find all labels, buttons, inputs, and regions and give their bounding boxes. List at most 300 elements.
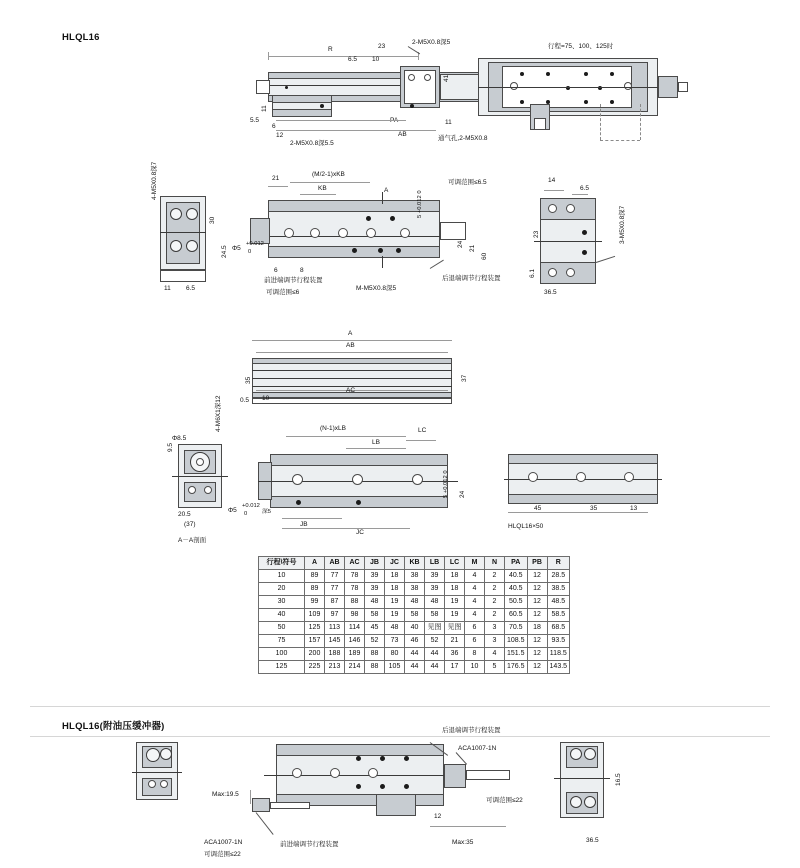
- table-row: [259, 622, 570, 635]
- cell: 157: [305, 635, 325, 648]
- lbl-R: R: [328, 46, 333, 53]
- cell: 88: [345, 596, 365, 609]
- bf-rv-hole-4: [584, 796, 596, 808]
- cell: 73: [385, 635, 405, 648]
- bm-hole-1: [292, 474, 303, 485]
- top-dot-1: [320, 104, 324, 108]
- table-row: [259, 609, 570, 622]
- cell: 30: [259, 596, 305, 609]
- cell: 93.5: [547, 635, 570, 648]
- top-left-cap: [256, 80, 270, 94]
- spec-table: [258, 556, 570, 674]
- cell: 38.5: [547, 583, 570, 596]
- lbl-30: 30: [209, 216, 216, 224]
- lbl-depth-bm: 深5: [262, 509, 272, 515]
- top-hole-2: [424, 74, 431, 81]
- mm-dot-2: [390, 216, 395, 221]
- cell: 2: [485, 570, 505, 583]
- bm-hole-3: [412, 474, 423, 485]
- cell: 200: [305, 648, 325, 661]
- lbl-JC: JC: [356, 529, 364, 536]
- bf-hole-3: [368, 768, 378, 778]
- lbl-20.5: 20.5: [178, 511, 191, 518]
- bf-rv-hole-1: [570, 748, 582, 760]
- th-6: KB: [405, 557, 425, 570]
- lbl-11a: 11: [261, 105, 268, 112]
- lbl-5-tol: 5 +0.012 0: [417, 190, 423, 218]
- bf-dot-3: [404, 756, 409, 761]
- lbl-A-section: A: [384, 187, 389, 194]
- dim-KB-line: [300, 194, 336, 195]
- cell: 98: [345, 609, 365, 622]
- bf-abs-left-rod: [270, 802, 310, 809]
- top-dot-2: [410, 104, 414, 108]
- cell: 46: [405, 635, 425, 648]
- bf-rv-centerline: [554, 778, 610, 779]
- cell: 80: [385, 648, 405, 661]
- bl-big-hole-inner: [196, 458, 204, 466]
- lbl-max19.5: Max:19.5: [212, 791, 239, 798]
- lbl-6-mm: 6: [274, 267, 278, 274]
- lbl-screw-M: M-M5X0.8深5: [356, 285, 397, 292]
- lbl-phi5-bm: Φ5: [228, 507, 237, 514]
- tr-lug-hole: [534, 118, 546, 130]
- mr-dot-2: [582, 250, 587, 255]
- cell: 36: [445, 648, 465, 661]
- cell: 12: [527, 609, 547, 622]
- cell: 40.5: [505, 583, 528, 596]
- cell: 146: [345, 635, 365, 648]
- ml-centerline: [160, 232, 206, 233]
- cell: 38: [405, 583, 425, 596]
- mm-dot-1: [366, 216, 371, 221]
- th-11: PA: [505, 557, 528, 570]
- cell: 12: [527, 635, 547, 648]
- cell: 12: [527, 583, 547, 596]
- br-body-top: [508, 454, 658, 464]
- tr-dash-1: [600, 104, 601, 140]
- mm-hole-5: [400, 228, 410, 238]
- lbl-M2-KB: (M/2-1)xKB: [312, 171, 345, 178]
- top-dot-3: [285, 86, 288, 89]
- cell: 188: [325, 648, 345, 661]
- th-1: A: [305, 557, 325, 570]
- table-row: [259, 596, 570, 609]
- cell: 6: [465, 622, 485, 635]
- bm-dot-1: [296, 500, 301, 505]
- cell: 4: [465, 570, 485, 583]
- cell: 145: [325, 635, 345, 648]
- lbl-6: 6: [272, 123, 276, 130]
- cell: 78: [345, 570, 365, 583]
- bf-dot-5: [380, 784, 385, 789]
- cell: 68.5: [547, 622, 570, 635]
- lead-aca-right: [456, 752, 467, 765]
- cell: 213: [325, 661, 345, 674]
- lbl-12-bf: 12: [434, 813, 442, 820]
- cell: 48: [425, 596, 445, 609]
- lbl-AB-top: AB: [398, 131, 407, 138]
- mm-body-top: [268, 200, 440, 212]
- tr-dot: [610, 100, 614, 104]
- lbl-fwd-adj: 前进端调节行程装置: [264, 277, 323, 284]
- th-9: M: [465, 557, 485, 570]
- bf-dot-1: [356, 756, 361, 761]
- lbl-5-tol-bm: 5 +0.012 0: [443, 470, 449, 498]
- cell: 75: [259, 635, 305, 648]
- cell: 87: [325, 596, 345, 609]
- tr-dot: [610, 72, 614, 76]
- cell: 28.5: [547, 570, 570, 583]
- cell: 40: [259, 609, 305, 622]
- mm-hole-1: [284, 228, 294, 238]
- cell: 2: [485, 583, 505, 596]
- cell: 44: [425, 648, 445, 661]
- section-title-buffer: HLQL16(附油压缓冲器): [62, 721, 165, 732]
- bf-rv-hole-3: [570, 796, 582, 808]
- lbl-aca-left: ACA1007-1N: [204, 839, 243, 846]
- ml-foot: [160, 270, 206, 282]
- lbl-adj-right: 可调范围≤22: [486, 797, 523, 804]
- br-hole-1: [528, 472, 538, 482]
- lbl-caption-br: HLQL16×50: [508, 523, 544, 530]
- lbl-phi5-bm-tol0: 0: [244, 511, 248, 517]
- dim-LC-line: [406, 440, 436, 441]
- cell: 45: [365, 622, 385, 635]
- lbl-adj-left: 可调范围≤22: [204, 851, 241, 858]
- bf-left-bottom: [142, 778, 172, 796]
- lbl-11b: 11: [445, 119, 452, 126]
- bf-left-hole-4: [160, 780, 168, 788]
- dim-A-line: [252, 340, 452, 341]
- lbl-8-mm: 8: [300, 267, 304, 274]
- lbl-21: 21: [272, 175, 280, 182]
- cell: 4: [485, 648, 505, 661]
- lbl-60: 60: [481, 252, 488, 260]
- mm-dot-5: [352, 248, 357, 253]
- br-body-bottom: [508, 494, 658, 504]
- cell: 58: [425, 609, 445, 622]
- tr-hole: [624, 82, 632, 90]
- fv-stripe-2: [252, 370, 452, 371]
- lbl-21b: 21: [469, 244, 476, 252]
- dim-M2KB-line: [290, 182, 370, 183]
- bl-hole-3: [204, 486, 212, 494]
- cell: 18: [527, 622, 547, 635]
- mm-right-stub: [440, 222, 466, 240]
- lbl-0.5: 0.5: [240, 397, 250, 404]
- mr-hole-3: [548, 268, 557, 277]
- cell: 12: [527, 596, 547, 609]
- lbl-N1LB: (N-1)xLB: [320, 425, 347, 432]
- table-row: [259, 635, 570, 648]
- cell: 12: [527, 648, 547, 661]
- cell: 3: [485, 622, 505, 635]
- cell: 21: [445, 635, 465, 648]
- lbl-12: 12: [276, 132, 284, 139]
- bf-hole-1: [292, 768, 302, 778]
- cell: 78: [345, 583, 365, 596]
- cell: 39: [425, 570, 445, 583]
- cell: 18: [445, 570, 465, 583]
- bf-abs-left-tick: [250, 790, 251, 804]
- lbl-PA: [390, 118, 398, 125]
- lbl-max35: Max:35: [452, 839, 474, 846]
- cell: 见图: [425, 622, 445, 635]
- lbl-phi5-bm-tol: +0.012: [242, 503, 260, 509]
- lbl-LC: LC: [418, 427, 427, 434]
- mm-sec-arrow-top: [382, 192, 383, 204]
- cell: 18: [385, 570, 405, 583]
- cell: 20: [259, 583, 305, 596]
- cell: 44: [405, 648, 425, 661]
- dim-N1LB-line: [286, 436, 406, 437]
- cell: 100: [259, 648, 305, 661]
- cell: 2: [485, 609, 505, 622]
- cell: 77: [325, 583, 345, 596]
- cell: 176.5: [505, 661, 528, 674]
- section-divider-2: [30, 736, 770, 737]
- th-10: N: [485, 557, 505, 570]
- cell: 77: [325, 570, 345, 583]
- fv-stripe-3: [252, 378, 452, 379]
- lead-screw-top: [408, 46, 420, 54]
- th-7: LB: [425, 557, 445, 570]
- mr-dot-1: [582, 230, 587, 235]
- lbl-thread-bl: 4-M6X1深12: [215, 395, 222, 432]
- th-0: 行程\符号: [259, 557, 305, 570]
- cell: 88: [365, 648, 385, 661]
- bf-hole-2: [330, 768, 340, 778]
- cell: 5: [485, 661, 505, 674]
- cell: 19: [445, 609, 465, 622]
- dim-6.5-line: [572, 194, 588, 195]
- cell: 44: [405, 661, 425, 674]
- cell: 17: [445, 661, 465, 674]
- br-hole-2: [576, 472, 586, 482]
- cell: 40: [405, 622, 425, 635]
- lbl-37-bl: (37): [184, 521, 196, 528]
- cell: 58: [365, 609, 385, 622]
- cell: 3: [485, 635, 505, 648]
- lbl-KB: KB: [318, 185, 327, 192]
- bf-left-hole-2: [160, 748, 172, 760]
- tr-centerline: [478, 87, 658, 88]
- lbl-36.5-bf: 36.5: [586, 837, 599, 844]
- cell: 58.5: [547, 609, 570, 622]
- cell: 39: [365, 570, 385, 583]
- cell: 114: [345, 622, 365, 635]
- fv-base: [252, 395, 452, 404]
- cell: 8: [465, 648, 485, 661]
- th-2: AB: [325, 557, 345, 570]
- cell: 4: [465, 583, 485, 596]
- cell: 48: [405, 596, 425, 609]
- lbl-24-mm: 24: [457, 240, 464, 248]
- lbl-phi8.5: Φ8.5: [172, 435, 187, 442]
- tr-dot: [546, 72, 550, 76]
- cell: 70.5: [505, 622, 528, 635]
- cell: 10: [465, 661, 485, 674]
- cell: 48: [385, 622, 405, 635]
- lbl-23: 23: [378, 43, 386, 50]
- bf-dot-6: [404, 784, 409, 789]
- lbl-JB: JB: [300, 521, 308, 528]
- lbl-9.5-bl: 9.5: [167, 442, 174, 452]
- cell: 19: [385, 596, 405, 609]
- mr-hole-4: [566, 268, 575, 277]
- cell: 4: [465, 596, 485, 609]
- tr-dot: [584, 100, 588, 104]
- lbl-6.5-ml: 6.5: [186, 285, 196, 292]
- lbl-6.5: 6.5: [348, 56, 358, 63]
- lbl-24.5: 24.5: [221, 245, 228, 258]
- section-title-main: HLQL16: [62, 32, 100, 43]
- section-divider: [30, 706, 770, 707]
- lbl-10: 10: [372, 56, 380, 63]
- mm-dot-3: [378, 248, 383, 253]
- cell: 151.5: [505, 648, 528, 661]
- mm-hole-4: [366, 228, 376, 238]
- bf-right-block: [444, 764, 466, 788]
- cell: 48.5: [547, 596, 570, 609]
- lbl-fwd-adj-bf: 前进端调节行程装置: [280, 841, 339, 848]
- cell: 50.5: [505, 596, 528, 609]
- cell: 18: [385, 583, 405, 596]
- cell: 12: [527, 570, 547, 583]
- cell: 58: [405, 609, 425, 622]
- cell: 125: [305, 622, 325, 635]
- mr-hole-1: [548, 204, 557, 213]
- cell: 52: [365, 635, 385, 648]
- dim-R-tick-l: [268, 52, 269, 60]
- tr-dash-2: [640, 104, 641, 140]
- mm-dot-4: [396, 248, 401, 253]
- lbl-14: 14: [548, 177, 556, 184]
- dim-14-line: [544, 190, 564, 191]
- cell: 225: [305, 661, 325, 674]
- lbl-back-adj: 后退端调节行程装置: [442, 275, 501, 282]
- cell: 109: [305, 609, 325, 622]
- bf-dot-4: [356, 784, 361, 789]
- lbl-A-front: A: [348, 330, 353, 337]
- cell: 88: [365, 661, 385, 674]
- bf-dim-max35: [430, 826, 506, 827]
- bl-centerline: [172, 476, 228, 477]
- cell: 113: [325, 622, 345, 635]
- cell: 2: [485, 596, 505, 609]
- cell: 118.5: [547, 648, 570, 661]
- bf-left-hole-3: [148, 780, 156, 788]
- bf-body-top: [276, 744, 444, 756]
- dim-LB-line: [346, 448, 406, 449]
- lbl-16.5: 16.5: [615, 773, 622, 786]
- th-13: R: [547, 557, 570, 570]
- bm-dot-2: [356, 500, 361, 505]
- cell: 105: [385, 661, 405, 674]
- fv-stripe-1: [252, 358, 452, 364]
- cell: 50: [259, 622, 305, 635]
- lbl-thread-mr: 3-M5X0.8深7: [619, 205, 626, 244]
- tr-dash-3: [600, 140, 640, 141]
- cell: 99: [305, 596, 325, 609]
- mm-sec-arrow-bottom: [382, 256, 383, 268]
- lbl-AB-front: AB: [346, 342, 355, 349]
- bf-rv-hole-2: [584, 748, 596, 760]
- dim-AB-line: [276, 130, 436, 131]
- dim-21-line: [268, 186, 288, 187]
- cell: 19: [385, 609, 405, 622]
- cell: 39: [425, 583, 445, 596]
- lbl-5.5: 5.5: [250, 117, 260, 124]
- table-row: [259, 661, 570, 674]
- cell: 4: [465, 609, 485, 622]
- cell: 12: [527, 661, 547, 674]
- mm-hole-3: [338, 228, 348, 238]
- lbl-6.5-mr: 6.5: [580, 185, 590, 192]
- mm-hole-2: [310, 228, 320, 238]
- cell: 见图: [445, 622, 465, 635]
- table-header-row: [259, 557, 570, 570]
- cell: 214: [345, 661, 365, 674]
- ml-hole-2: [186, 208, 198, 220]
- cell: 60.5: [505, 609, 528, 622]
- tr-dot: [520, 100, 524, 104]
- br-hole-3: [624, 472, 634, 482]
- cell: 108.5: [505, 635, 528, 648]
- top-hole-1: [408, 74, 415, 81]
- mr-hole-2: [566, 204, 575, 213]
- lbl-6.1: 6.1: [529, 268, 536, 278]
- lead-thread-mr: [596, 256, 615, 263]
- lbl-vent: 通气孔,2-M5X0.8: [438, 135, 488, 142]
- lbl-35-br: 35: [590, 505, 598, 512]
- cell: 143.5: [547, 661, 570, 674]
- lbl-section-AA: A－A剖面: [178, 537, 207, 544]
- bm-hole-2: [352, 474, 363, 485]
- lbl-45: 45: [534, 505, 542, 512]
- lbl-23-mr: 23: [533, 230, 540, 238]
- bf-dot-2: [380, 756, 385, 761]
- lbl-screw-bottom: 2-M5X0.8深5.5: [290, 140, 334, 147]
- lbl-36.5: 36.5: [544, 289, 557, 296]
- bf-left-centerline: [132, 772, 182, 773]
- bf-lower-block: [376, 794, 416, 816]
- lbl-stroke-note: 行程=75、100、125时: [548, 43, 614, 50]
- lbl-LB: LB: [372, 439, 380, 446]
- tr-hole: [510, 82, 518, 90]
- lbl-41: 41: [443, 74, 450, 82]
- th-8: LC: [445, 557, 465, 570]
- lbl-thread-left: 4-M5X0.8深7: [151, 161, 158, 200]
- dim-AB-line-f: [256, 352, 448, 353]
- cell: 38: [405, 570, 425, 583]
- lead-aca-left: [256, 812, 274, 835]
- lbl-aca-right: ACA1007-1N: [458, 745, 497, 752]
- cell: 89: [305, 570, 325, 583]
- th-12: PB: [527, 557, 547, 570]
- cell: 19: [445, 596, 465, 609]
- lbl-phi5: Φ5: [232, 245, 241, 252]
- th-3: AC: [345, 557, 365, 570]
- cell: 125: [259, 661, 305, 674]
- bl-hole-2: [188, 486, 196, 494]
- lbl-back-adj-bf: 后退端调节行程装置: [442, 727, 501, 734]
- mr-centerline: [534, 241, 602, 242]
- lbl-adj-range2: 可调范围≤6: [266, 289, 300, 296]
- lbl-adj-range: 可调范围≤6.5: [448, 179, 487, 186]
- cell: 6: [465, 635, 485, 648]
